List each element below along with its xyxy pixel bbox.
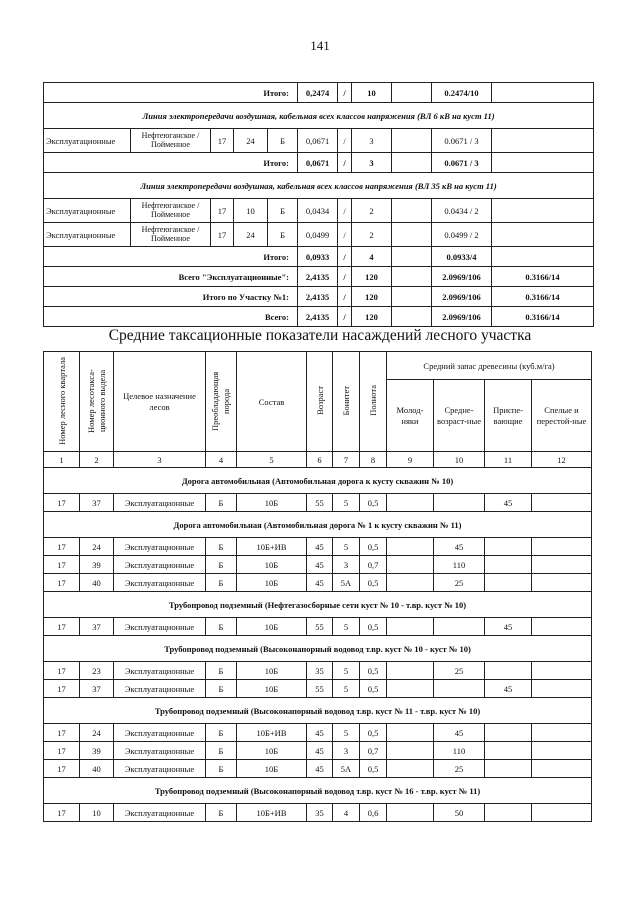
vydel-cell: 24 xyxy=(80,724,114,742)
vydel-cell: 40 xyxy=(80,760,114,778)
header-quarter: Номер лесного квартала xyxy=(44,352,80,452)
forestry-cell: Нефтеюганское / Пойменное xyxy=(131,129,211,153)
value2-cell xyxy=(492,83,594,103)
density-cell: 0,5 xyxy=(360,618,387,636)
mature-cell xyxy=(532,618,592,636)
young-cell xyxy=(387,680,434,698)
age-cell: 55 xyxy=(307,494,333,512)
age-cell: 45 xyxy=(307,742,333,760)
separator-cell: / xyxy=(338,129,352,153)
table-row xyxy=(44,199,594,223)
header-species: Преобладающая порода xyxy=(206,352,237,452)
bonitet-cell: 5 xyxy=(333,680,360,698)
ripening-cell xyxy=(485,742,532,760)
vydel-cell: 37 xyxy=(80,680,114,698)
value2-cell xyxy=(492,129,594,153)
section-row xyxy=(44,778,592,804)
composition-cell: 10Б xyxy=(237,494,307,512)
purpose-cell: Эксплуатационные xyxy=(114,760,206,778)
value-cell: 0.0671 / 3 xyxy=(432,153,492,173)
section-title: Трубопровод подземный (Высоконапорный водовод т.вр. куст № 16 - т.вр. куст № 11) xyxy=(44,778,592,804)
vydel-cell: 24 xyxy=(234,129,268,153)
header-age: Возраст xyxy=(307,352,333,452)
age-cell: 35 xyxy=(307,804,333,822)
purpose-cell: Эксплуатационные xyxy=(44,199,131,223)
area-cell: 0,0499 xyxy=(298,223,338,247)
young-cell xyxy=(387,618,434,636)
value-cell: 0.0933/4 xyxy=(432,247,492,267)
table-row xyxy=(44,618,592,636)
age-cell: 55 xyxy=(307,680,333,698)
ripening-cell xyxy=(485,662,532,680)
quarter-cell: 17 xyxy=(44,742,80,760)
bonitet-cell: 5 xyxy=(333,724,360,742)
bonitet-cell: 5А xyxy=(333,574,360,592)
young-cell xyxy=(387,574,434,592)
value-cell: 2.0969/106 xyxy=(432,267,492,287)
blank-cell xyxy=(392,267,432,287)
density-cell: 0,5 xyxy=(360,574,387,592)
composition-cell: 10Б xyxy=(237,556,307,574)
table-row xyxy=(44,494,592,512)
column-number: 12 xyxy=(532,452,592,468)
count-cell: 3 xyxy=(352,129,392,153)
middle-cell: 45 xyxy=(434,724,485,742)
purpose-cell: Эксплуатационные xyxy=(44,129,131,153)
quarter-cell: 17 xyxy=(44,724,80,742)
header-ripening: Приспе-вающие xyxy=(485,380,532,452)
section-title: Дорога автомобильная (Автомобильная дорога № 1 к кусту скважин № 11) xyxy=(44,512,592,538)
table-row xyxy=(44,574,592,592)
table-row xyxy=(44,223,594,247)
header-middle: Средне-возраст-ные xyxy=(434,380,485,452)
total-row xyxy=(44,287,594,307)
forestry-cell: Нефтеюганское / Пойменное xyxy=(131,223,211,247)
quarter-cell: 17 xyxy=(44,680,80,698)
section-title: Линия электропередачи воздушная, кабельная всех классов напряжения (ВЛ 35 кВ на куст 11) xyxy=(44,173,594,199)
middle-cell: 110 xyxy=(434,742,485,760)
section-title: Трубопровод подземный (Высоконапорный водовод т.вр. куст № 10 - куст № 10) xyxy=(44,636,592,662)
summary-table xyxy=(43,82,594,327)
composition-cell: 10Б xyxy=(237,742,307,760)
quarter-cell: 17 xyxy=(44,760,80,778)
ripening-cell: 45 xyxy=(485,618,532,636)
purpose-cell: Эксплуатационные xyxy=(44,223,131,247)
composition-cell: 10Б xyxy=(237,662,307,680)
middle-cell: 25 xyxy=(434,662,485,680)
column-number: 3 xyxy=(114,452,206,468)
species-cell: Б xyxy=(206,618,237,636)
purpose-cell: Эксплуатационные xyxy=(114,724,206,742)
ripening-cell xyxy=(485,574,532,592)
separator-cell: / xyxy=(338,287,352,307)
quarter-cell: 17 xyxy=(44,574,80,592)
column-number: 10 xyxy=(434,452,485,468)
total-row xyxy=(44,267,594,287)
vydel-cell: 40 xyxy=(80,574,114,592)
young-cell xyxy=(387,556,434,574)
density-cell: 0,5 xyxy=(360,680,387,698)
purpose-cell: Эксплуатационные xyxy=(114,662,206,680)
table-row xyxy=(44,538,592,556)
area-cell: 2,4135 xyxy=(298,267,338,287)
purpose-cell: Эксплуатационные xyxy=(114,538,206,556)
quarter-cell: 17 xyxy=(44,662,80,680)
header-density: Полнота xyxy=(360,352,387,452)
age-cell: 55 xyxy=(307,618,333,636)
taxation-table xyxy=(43,351,592,822)
blank-cell xyxy=(392,307,432,327)
quarter-cell: 17 xyxy=(44,538,80,556)
mature-cell xyxy=(532,574,592,592)
vydel-cell: 24 xyxy=(234,223,268,247)
separator-cell: / xyxy=(338,83,352,103)
value-cell: 0.2474/10 xyxy=(432,83,492,103)
value-cell: 0.0499 / 2 xyxy=(432,223,492,247)
forestry-cell: Нефтеюганское / Пойменное xyxy=(131,199,211,223)
value2-cell xyxy=(492,247,594,267)
purpose-cell: Эксплуатационные xyxy=(114,742,206,760)
header-purpose: Целевое назначение лесов xyxy=(114,352,206,452)
value-cell: 2.0969/106 xyxy=(432,307,492,327)
table-row xyxy=(44,724,592,742)
value-cell: 0.0671 / 3 xyxy=(432,129,492,153)
area-cell: 0,0671 xyxy=(298,129,338,153)
total-label: Итого по Участку №1: xyxy=(44,287,298,307)
species-cell: Б xyxy=(206,662,237,680)
header-stock-group: Средний запас древесины (куб.м/га) xyxy=(387,352,592,380)
count-cell: 4 xyxy=(352,247,392,267)
bonitet-cell: 5 xyxy=(333,538,360,556)
age-cell: 45 xyxy=(307,556,333,574)
category-cell: Б xyxy=(268,129,298,153)
total-row xyxy=(44,83,594,103)
vydel-cell: 37 xyxy=(80,494,114,512)
quarter-cell: 17 xyxy=(44,556,80,574)
separator-cell: / xyxy=(338,307,352,327)
bonitet-cell: 5 xyxy=(333,494,360,512)
total-label: Итого: xyxy=(44,247,298,267)
quarter-cell: 17 xyxy=(211,129,234,153)
column-number: 2 xyxy=(80,452,114,468)
column-number-row xyxy=(44,452,592,468)
table-row xyxy=(44,129,594,153)
composition-cell: 10Б xyxy=(237,680,307,698)
species-cell: Б xyxy=(206,760,237,778)
total-label: Итого: xyxy=(44,153,298,173)
density-cell: 0,5 xyxy=(360,760,387,778)
blank-cell xyxy=(392,153,432,173)
quarter-cell: 17 xyxy=(44,494,80,512)
vydel-cell: 24 xyxy=(80,538,114,556)
density-cell: 0,6 xyxy=(360,804,387,822)
bonitet-cell: 3 xyxy=(333,742,360,760)
area-cell: 2,4135 xyxy=(298,307,338,327)
section-title: Трубопровод подземный (Высоконапорный водовод т.вр. куст № 11 - т.вр. куст № 10) xyxy=(44,698,592,724)
table-row xyxy=(44,804,592,822)
young-cell xyxy=(387,538,434,556)
middle-cell: 25 xyxy=(434,574,485,592)
total-label: Итого: xyxy=(44,83,298,103)
age-cell: 45 xyxy=(307,538,333,556)
area-cell: 0,0933 xyxy=(298,247,338,267)
value2-cell xyxy=(492,199,594,223)
header-mature: Спелые и перестой-ные xyxy=(532,380,592,452)
density-cell: 0,7 xyxy=(360,742,387,760)
species-cell: Б xyxy=(206,680,237,698)
count-cell: 2 xyxy=(352,199,392,223)
mature-cell xyxy=(532,494,592,512)
composition-cell: 10Б xyxy=(237,618,307,636)
mature-cell xyxy=(532,804,592,822)
area-cell: 0,0671 xyxy=(298,153,338,173)
section-row xyxy=(44,698,592,724)
table-row xyxy=(44,680,592,698)
middle-cell: 45 xyxy=(434,538,485,556)
middle-cell xyxy=(434,618,485,636)
density-cell: 0,7 xyxy=(360,556,387,574)
table-row xyxy=(44,760,592,778)
young-cell xyxy=(387,760,434,778)
total-label: Всего: xyxy=(44,307,298,327)
blank-cell xyxy=(392,287,432,307)
table-row xyxy=(44,556,592,574)
age-cell: 45 xyxy=(307,724,333,742)
mature-cell xyxy=(532,538,592,556)
section-row xyxy=(44,468,592,494)
header-bonitet: Бонитет xyxy=(333,352,360,452)
section-row xyxy=(44,512,592,538)
page-number: 141 xyxy=(310,38,330,53)
value2-cell: 0.3166/14 xyxy=(492,267,594,287)
young-cell xyxy=(387,494,434,512)
separator-cell: / xyxy=(338,199,352,223)
middle-cell: 110 xyxy=(434,556,485,574)
area-cell: 0,0434 xyxy=(298,199,338,223)
vydel-cell: 10 xyxy=(80,804,114,822)
mature-cell xyxy=(532,742,592,760)
total-label: Всего "Эксплуатационные": xyxy=(44,267,298,287)
ripening-cell xyxy=(485,760,532,778)
value2-cell xyxy=(492,153,594,173)
species-cell: Б xyxy=(206,538,237,556)
section-row xyxy=(44,103,594,129)
total-row xyxy=(44,307,594,327)
total-row xyxy=(44,247,594,267)
count-cell: 120 xyxy=(352,307,392,327)
purpose-cell: Эксплуатационные xyxy=(114,804,206,822)
separator-cell: / xyxy=(338,247,352,267)
section-row xyxy=(44,173,594,199)
species-cell: Б xyxy=(206,742,237,760)
column-number: 8 xyxy=(360,452,387,468)
blank-cell xyxy=(392,199,432,223)
category-cell: Б xyxy=(268,199,298,223)
ripening-cell: 45 xyxy=(485,680,532,698)
purpose-cell: Эксплуатационные xyxy=(114,680,206,698)
column-number: 7 xyxy=(333,452,360,468)
species-cell: Б xyxy=(206,556,237,574)
density-cell: 0,5 xyxy=(360,662,387,680)
bonitet-cell: 5 xyxy=(333,662,360,680)
density-cell: 0,5 xyxy=(360,538,387,556)
middle-cell: 50 xyxy=(434,804,485,822)
ripening-cell xyxy=(485,538,532,556)
count-cell: 120 xyxy=(352,287,392,307)
purpose-cell: Эксплуатационные xyxy=(114,574,206,592)
age-cell: 45 xyxy=(307,760,333,778)
value-cell: 2.0969/106 xyxy=(432,287,492,307)
section-row xyxy=(44,592,592,618)
section-title: Дорога автомобильная (Автомобильная дорога к кусту скважин № 10) xyxy=(44,468,592,494)
table-row xyxy=(44,662,592,680)
section-row xyxy=(44,636,592,662)
total-row xyxy=(44,153,594,173)
quarter-cell: 17 xyxy=(44,618,80,636)
species-cell: Б xyxy=(206,804,237,822)
mature-cell xyxy=(532,760,592,778)
separator-cell: / xyxy=(338,223,352,247)
area-cell: 2,4135 xyxy=(298,287,338,307)
section-title: Трубопровод подземный (Нефтегазосборные сети куст № 10 - т.вр. куст № 10) xyxy=(44,592,592,618)
middle-cell xyxy=(434,680,485,698)
column-number: 5 xyxy=(237,452,307,468)
ripening-cell xyxy=(485,556,532,574)
column-number: 9 xyxy=(387,452,434,468)
blank-cell xyxy=(392,223,432,247)
bonitet-cell: 5А xyxy=(333,760,360,778)
value2-cell xyxy=(492,223,594,247)
young-cell xyxy=(387,662,434,680)
age-cell: 45 xyxy=(307,574,333,592)
purpose-cell: Эксплуатационные xyxy=(114,556,206,574)
quarter-cell: 17 xyxy=(211,223,234,247)
mature-cell xyxy=(532,556,592,574)
separator-cell: / xyxy=(338,153,352,173)
header-young: Молод-няки xyxy=(387,380,434,452)
category-cell: Б xyxy=(268,223,298,247)
bonitet-cell: 4 xyxy=(333,804,360,822)
composition-cell: 10Б xyxy=(237,574,307,592)
vydel-cell: 39 xyxy=(80,556,114,574)
vydel-cell: 39 xyxy=(80,742,114,760)
count-cell: 120 xyxy=(352,267,392,287)
blank-cell xyxy=(392,247,432,267)
area-cell: 0,2474 xyxy=(298,83,338,103)
ripening-cell: 45 xyxy=(485,494,532,512)
composition-cell: 10Б+ИВ xyxy=(237,804,307,822)
purpose-cell: Эксплуатационные xyxy=(114,494,206,512)
column-number: 1 xyxy=(44,452,80,468)
count-cell: 10 xyxy=(352,83,392,103)
blank-cell xyxy=(392,83,432,103)
density-cell: 0,5 xyxy=(360,724,387,742)
header-composition: Состав xyxy=(237,352,307,452)
column-number: 11 xyxy=(485,452,532,468)
section-heading: Средние таксационные показатели насаждений лесного участка xyxy=(108,327,532,344)
count-cell: 3 xyxy=(352,153,392,173)
mature-cell xyxy=(532,680,592,698)
count-cell: 2 xyxy=(352,223,392,247)
vydel-cell: 10 xyxy=(234,199,268,223)
middle-cell xyxy=(434,494,485,512)
mature-cell xyxy=(532,662,592,680)
composition-cell: 10Б+ИВ xyxy=(237,538,307,556)
table-row xyxy=(44,742,592,760)
quarter-cell: 17 xyxy=(44,804,80,822)
density-cell: 0,5 xyxy=(360,494,387,512)
separator-cell: / xyxy=(338,267,352,287)
species-cell: Б xyxy=(206,494,237,512)
quarter-cell: 17 xyxy=(211,199,234,223)
young-cell xyxy=(387,804,434,822)
vydel-cell: 23 xyxy=(80,662,114,680)
value2-cell: 0.3166/14 xyxy=(492,307,594,327)
bonitet-cell: 5 xyxy=(333,618,360,636)
column-number: 4 xyxy=(206,452,237,468)
vydel-cell: 37 xyxy=(80,618,114,636)
young-cell xyxy=(387,742,434,760)
header-vydel: Номер лесотакса-ционного выдела xyxy=(80,352,114,452)
species-cell: Б xyxy=(206,574,237,592)
column-number: 6 xyxy=(307,452,333,468)
young-cell xyxy=(387,724,434,742)
composition-cell: 10Б+ИВ xyxy=(237,724,307,742)
blank-cell xyxy=(392,129,432,153)
bonitet-cell: 3 xyxy=(333,556,360,574)
age-cell: 35 xyxy=(307,662,333,680)
ripening-cell xyxy=(485,724,532,742)
value2-cell: 0.3166/14 xyxy=(492,287,594,307)
composition-cell: 10Б xyxy=(237,760,307,778)
value-cell: 0.0434 / 2 xyxy=(432,199,492,223)
species-cell: Б xyxy=(206,724,237,742)
ripening-cell xyxy=(485,804,532,822)
purpose-cell: Эксплуатационные xyxy=(114,618,206,636)
section-title: Линия электропередачи воздушная, кабельная всех классов напряжения (ВЛ 6 кВ на куст 11) xyxy=(44,103,594,129)
mature-cell xyxy=(532,724,592,742)
middle-cell: 25 xyxy=(434,760,485,778)
